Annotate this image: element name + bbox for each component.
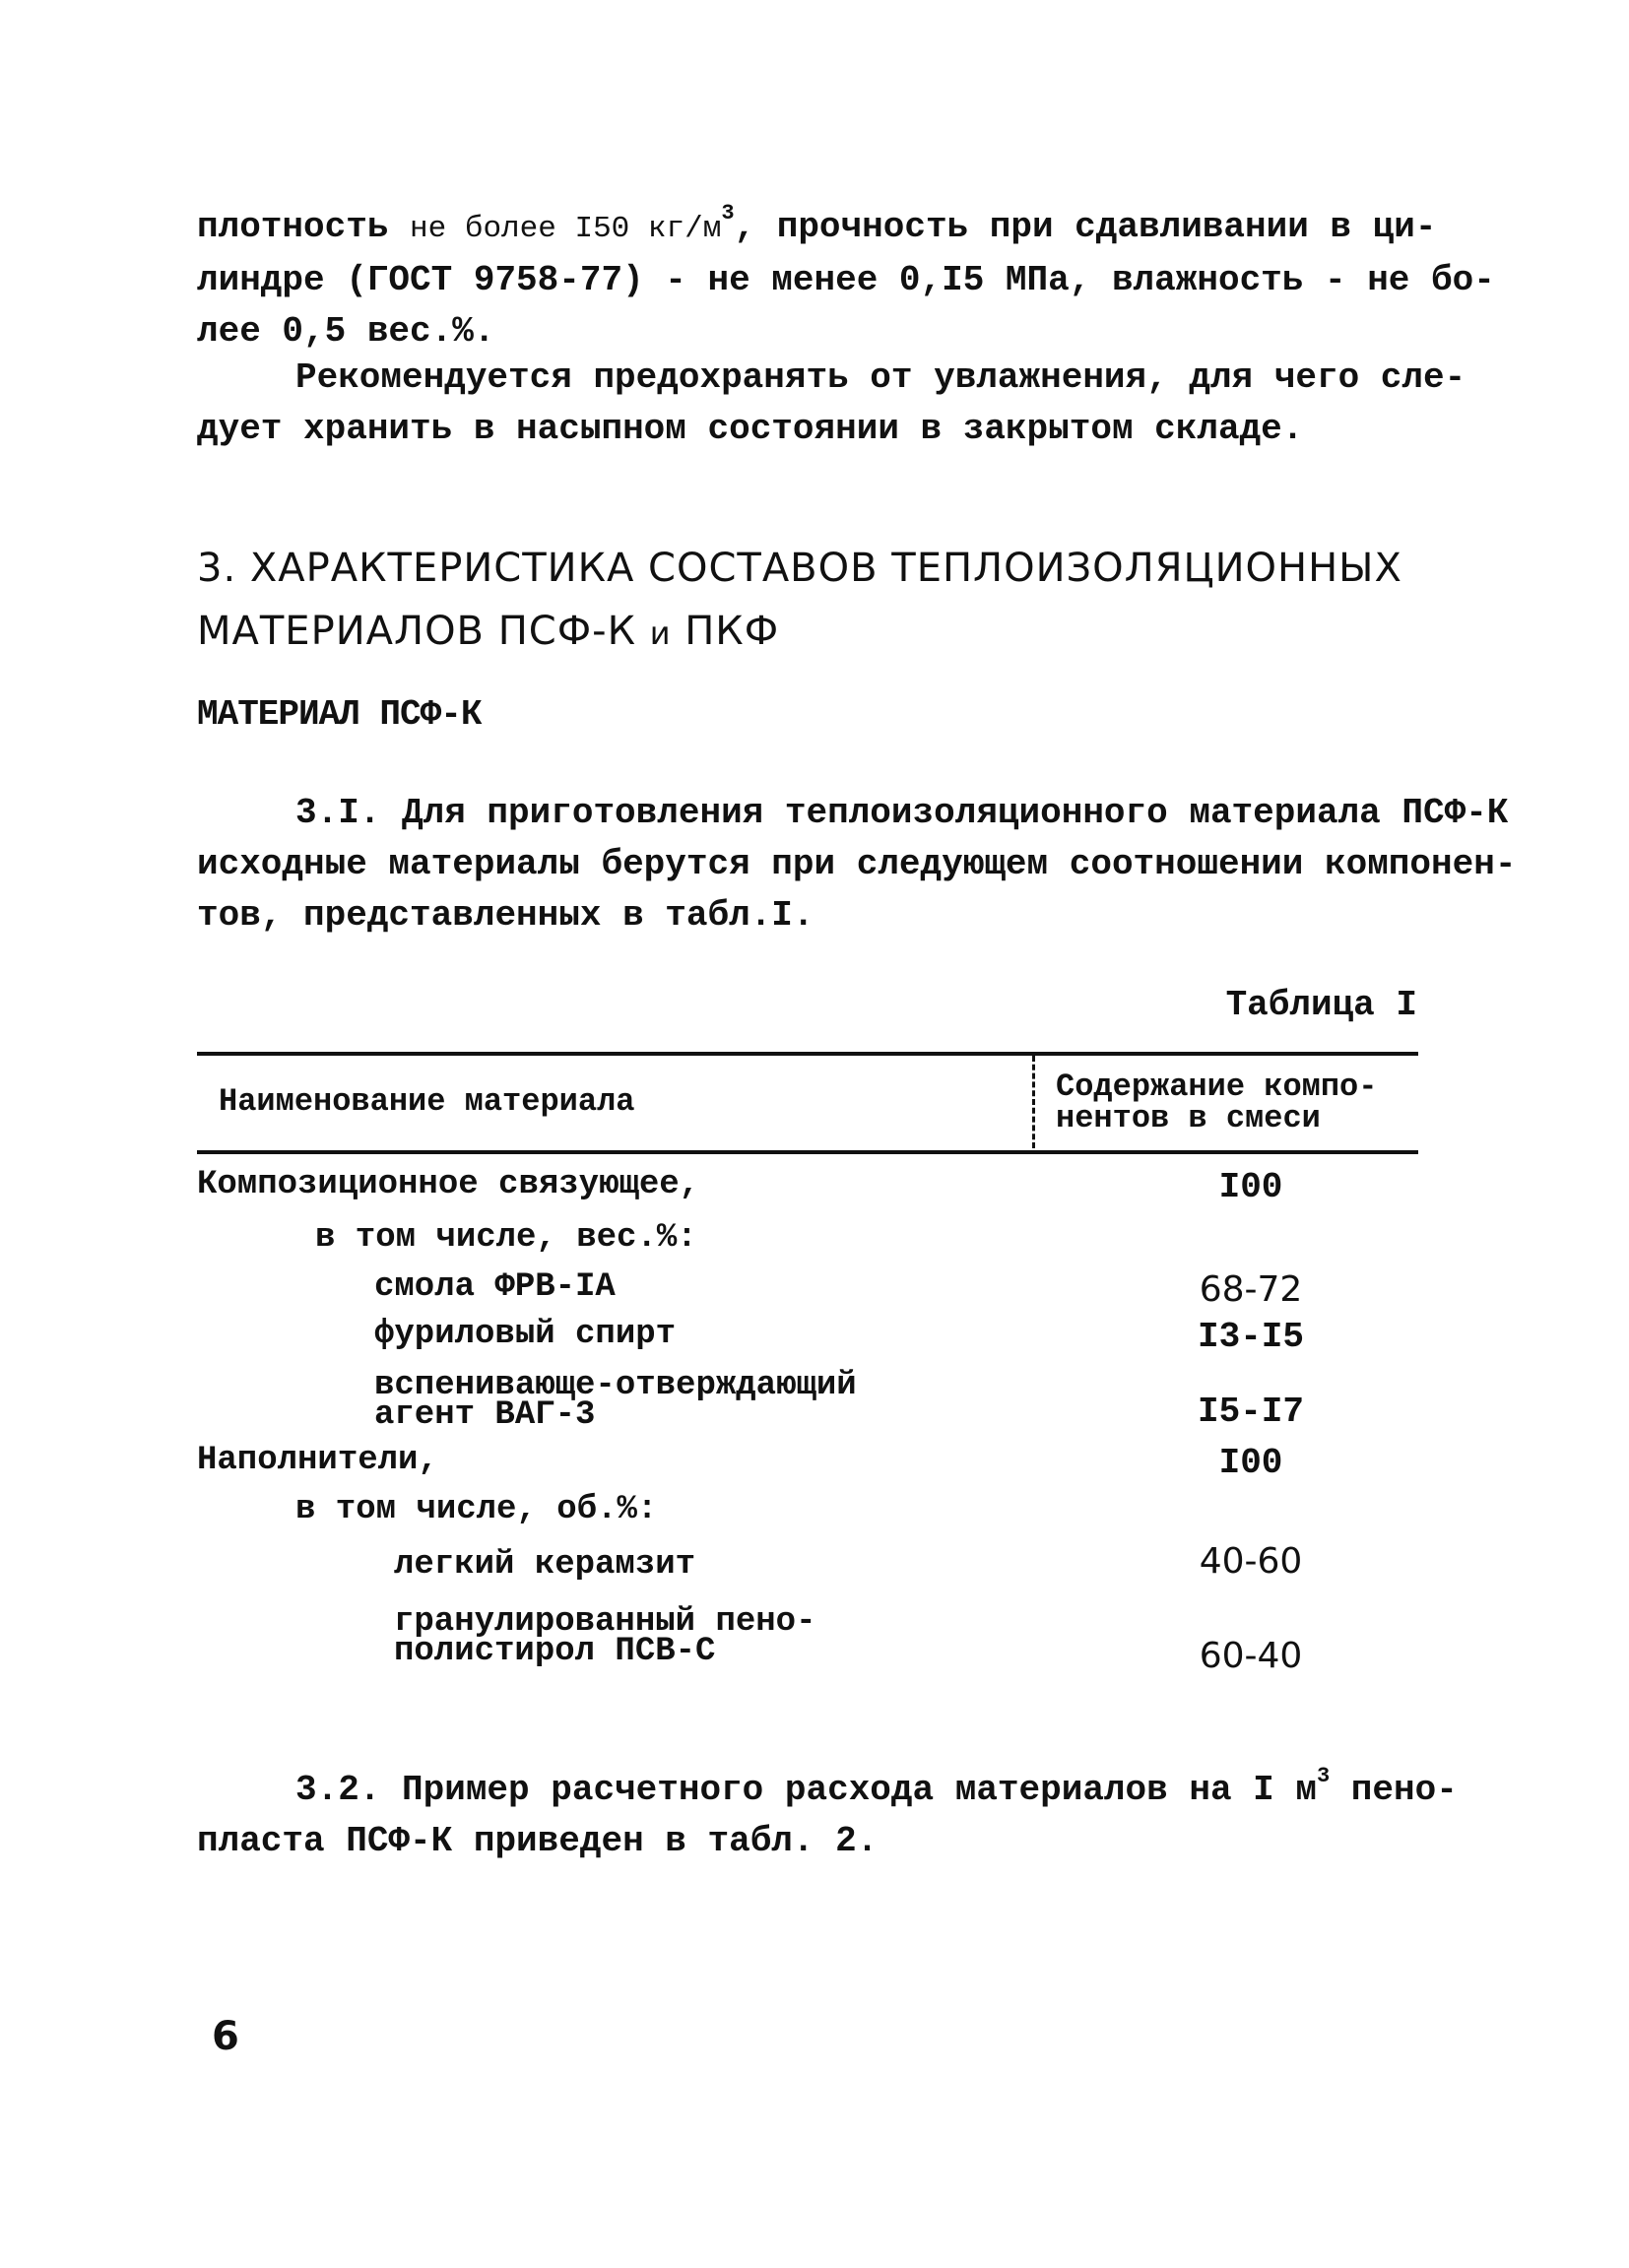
paragraph-3-2-line-1: 3.2. Пример расчетного расхода материалов на I $м^3$ пено-	[295, 1764, 1458, 1810]
section-heading	[197, 537, 1438, 665]
row-value: I5-I7	[1197, 1392, 1305, 1432]
page-number: 6	[212, 2014, 239, 2059]
intro-line-2: линдре (ГОСТ 9758-77) - не менее 0,I5 МПа, влажность - не бо-	[197, 260, 1495, 300]
header-component-content: Содержание компо- нентов в смеси	[1056, 1069, 1378, 1136]
paragraph-3-1-line-2: исходные материалы берутся при следующем соотношении компонен-	[197, 844, 1517, 884]
table-header-separator	[1032, 1056, 1035, 1148]
recommendation-paragraph	[197, 353, 1466, 455]
row-value: 68-72	[1199, 1269, 1303, 1310]
row-name: легкий керамзит	[394, 1546, 696, 1584]
row-name: в том числе, вес.%:	[315, 1219, 697, 1257]
paragraph-3-1	[197, 788, 1517, 941]
paragraph-3-1-line-1: 3.I. Для приготовления теплоизоляционного материала ПСФ-К	[295, 793, 1509, 833]
material-subheading: МАТЕРИАЛ ПСФ-К	[197, 694, 482, 735]
paragraph-3-2	[197, 1764, 1458, 1867]
row-value: 60-40	[1199, 1636, 1303, 1676]
section-heading-line-2: МАТЕРИАЛОВ ПСФ-К и ПКФ	[197, 609, 780, 654]
paragraph-3-2-line-2: пласта ПСФ-К приведен в табл. 2.	[197, 1821, 879, 1861]
recommendation-line-2: дует хранить в насыпном состоянии в закрытом складе.	[197, 409, 1304, 449]
table-top-rule	[197, 1052, 1418, 1056]
paragraph-3-1-line-3: тов, представленных в табл.I.	[197, 895, 814, 936]
row-value: I00	[1218, 1167, 1283, 1207]
table-header-rule	[197, 1150, 1418, 1154]
row-value: I00	[1218, 1443, 1283, 1483]
row-name: гранулированный пено- полистирол ПСВ-С	[394, 1603, 816, 1670]
section-heading-line-1: 3. ХАРАКТЕРИСТИКА СОСТАВОВ ТЕПЛОИЗОЛЯЦИОННЫХ	[197, 546, 1402, 591]
row-name: Наполнители,	[197, 1442, 438, 1479]
row-name: Композиционное связующее,	[197, 1166, 700, 1203]
intro-paragraph	[197, 201, 1495, 357]
header-material-name: Наименование материала	[219, 1083, 635, 1120]
row-name: смола ФРВ-IА	[374, 1268, 616, 1306]
row-name: фуриловый спирт	[374, 1316, 677, 1353]
row-name: вспенивающе-отверждающий агент ВАГ-3	[374, 1367, 857, 1434]
table-caption: Таблица I	[1225, 985, 1417, 1025]
row-value: 40-60	[1199, 1541, 1303, 1582]
intro-line-3: лее 0,5 вес.%.	[197, 311, 495, 352]
recommendation-line-1: Рекомендуется предохранять от увлажнения, для чего сле-	[295, 357, 1466, 398]
composition-table	[197, 1052, 1418, 1682]
row-value: I3-I5	[1197, 1317, 1305, 1357]
row-name: в том числе, об.%:	[295, 1491, 658, 1528]
intro-line-1: плотность не более I50 $кг/м^3$, прочность при сдавливании в ци-	[197, 201, 1437, 247]
